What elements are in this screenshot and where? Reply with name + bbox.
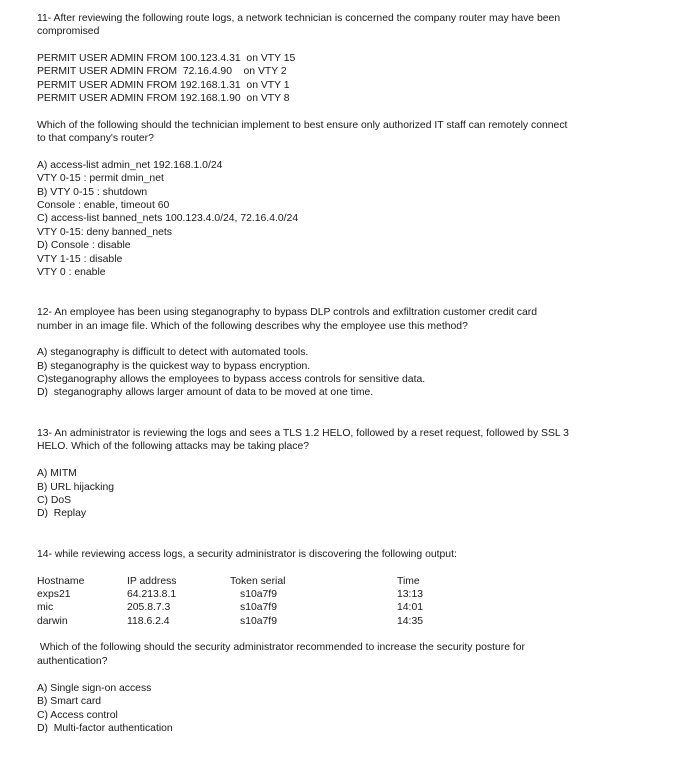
q13-option-line: D) Replay bbox=[37, 508, 87, 519]
q11-log-line: PERMIT USER ADMIN FROM 72.16.4.90 on VTY 2 bbox=[37, 66, 287, 77]
q12-stem-line: 12- An employee has been using steganography to bypass DLP controls and exfiltration customer credit card bbox=[37, 307, 538, 318]
q11-option-line: VTY 0-15 : permit dmin_net bbox=[37, 173, 164, 184]
table-header-time: Time bbox=[397, 576, 420, 587]
table-cell-token-serial: s10a7f9 bbox=[240, 602, 277, 613]
q11-option-line: D) Console : disable bbox=[37, 240, 131, 251]
table-header-hostname: Hostname bbox=[37, 576, 85, 587]
q13-option-line: B) URL hijacking bbox=[37, 482, 114, 493]
q11-option-line: A) access-list admin_net 192.168.1.0/24 bbox=[37, 160, 223, 171]
q14-option-line: A) Single sign-on access bbox=[37, 683, 152, 694]
q11-log-line: PERMIT USER ADMIN FROM 100.123.4.31 on VTY 15 bbox=[37, 53, 296, 64]
table-cell-time: 14:35 bbox=[397, 616, 424, 627]
q11-log-line: PERMIT USER ADMIN FROM 192.168.1.90 on VTY 8 bbox=[37, 93, 290, 104]
q13-stem-line: HELO. Which of the following attacks may be taking place? bbox=[37, 441, 310, 452]
q11-option-line: VTY 0 : enable bbox=[37, 267, 106, 278]
q14-stem-line: 14- while reviewing access logs, a security administrator is discovering the following output: bbox=[37, 549, 457, 560]
q14-option-line: D) Multi-factor authentication bbox=[37, 723, 173, 734]
q12-option-line: A) steganography is difficult to detect with automated tools. bbox=[37, 347, 309, 358]
table-cell-time: 13:13 bbox=[397, 589, 424, 600]
q11-stem-line: compromised bbox=[37, 26, 100, 37]
q12-option-line: B) steganography is the quickest way to bypass encryption. bbox=[37, 361, 311, 372]
q11-option-line: C) access-list banned_nets 100.123.4.0/24, 72.16.4.0/24 bbox=[37, 213, 299, 224]
table-cell-ip-address: 64.213.8.1 bbox=[127, 589, 177, 600]
table-cell-token-serial: s10a7f9 bbox=[240, 616, 277, 627]
table-header-ip-address: IP address bbox=[127, 576, 177, 587]
table-cell-token-serial: s10a7f9 bbox=[240, 589, 277, 600]
table-cell-hostname: exps21 bbox=[37, 589, 71, 600]
q11-option-line: B) VTY 0-15 : shutdown bbox=[37, 187, 148, 198]
q13-stem-line: 13- An administrator is reviewing the logs and sees a TLS 1.2 HELO, followed by a reset request, followed by SSL 3 bbox=[37, 428, 569, 439]
q14-option-line: C) Access control bbox=[37, 710, 118, 721]
table-cell-ip-address: 118.6.2.4 bbox=[127, 616, 170, 627]
table-cell-hostname: darwin bbox=[37, 616, 68, 627]
q11-option-line: VTY 0-15: deny banned_nets bbox=[37, 227, 172, 238]
q11-option-line: VTY 1-15 : disable bbox=[37, 254, 123, 265]
table-cell-time: 14:01 bbox=[397, 602, 424, 613]
q12-option-line: C)steganography allows the employees to bypass access controls for sensitive data. bbox=[37, 374, 426, 385]
q11-stem-line: 11- After reviewing the following route logs, a network technician is concerned the company router may have been bbox=[37, 13, 561, 24]
q12-stem-line: number in an image file. Which of the following describes why the employee use this method? bbox=[37, 321, 468, 332]
q14-question-line: authentication? bbox=[37, 656, 108, 667]
q13-option-line: A) MITM bbox=[37, 468, 77, 479]
q11-question-line: to that company's router? bbox=[37, 133, 154, 144]
table-header-token-serial: Token serial bbox=[230, 576, 286, 587]
q11-question-line: Which of the following should the technician implement to best ensure only authorized IT staff can remotely connect bbox=[37, 120, 568, 131]
q12-option-line: D) steganography allows larger amount of data to be moved at one time. bbox=[37, 387, 374, 398]
q14-option-line: B) Smart card bbox=[37, 696, 102, 707]
q11-log-line: PERMIT USER ADMIN FROM 192.168.1.31 on VTY 1 bbox=[37, 80, 290, 91]
table-cell-hostname: mic bbox=[37, 602, 54, 613]
q13-option-line: C) DoS bbox=[37, 495, 72, 506]
q11-option-line: Console : enable, timeout 60 bbox=[37, 200, 170, 211]
table-cell-ip-address: 205.8.7.3 bbox=[127, 602, 171, 613]
q14-question-line: Which of the following should the security administrator recommended to increase the security posture for bbox=[37, 642, 526, 653]
